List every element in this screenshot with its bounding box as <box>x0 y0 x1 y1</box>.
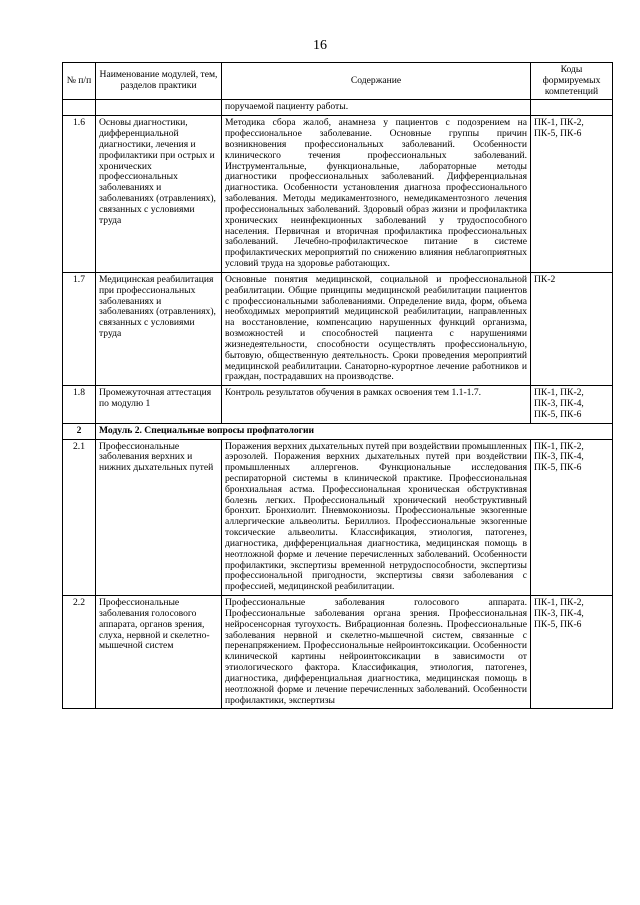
header-name: Наименование модулей, тем, разделов практики <box>96 63 222 100</box>
table-row <box>63 100 613 116</box>
row-name: Промежуточная аттестация по модулю 1 <box>96 386 222 423</box>
table-row <box>63 386 613 423</box>
row-num: 2.1 <box>63 439 96 596</box>
row-num: 1.6 <box>63 116 96 273</box>
row-content: Профессиональные заболевания голосового аппарата. Профессиональные заболевания органа зрения. Профессиональная нейросенсорная тугоухость. Вибрационная болезнь. Профессиональные заболевания нервной и скелетно-мышечной систем, связанные с перенапряжением. Профессиональные нейроинтоксикации. Особенности клинической картины нейроинтоксикации в зависимости от этиологического фактора. Классификация, этиология, патогенез, диагностика, дифференциальная диагностика, медицинская помощь в неотложной форме и лечение перечисленных заболеваний. Особенности профилактики, экспертизы <box>222 596 531 709</box>
table-row <box>63 272 613 385</box>
table-row <box>63 116 613 273</box>
module-title: Модуль 2. Специальные вопросы профпатологии <box>96 423 613 439</box>
row-content: Поражения верхних дыхательных путей при воздействии промышленных аэрозолей. Поражения верхних дыхательных путей при воздействии промышленных аллергенов. Функциональные исследования респираторной системы в клинической практике. Профессиональная бронхиальная астма. Профессиональная хроническая обструктивная болезнь легких. Профессиональный хронический необструктивный бронхит. Бронхиолит. Пневмокониозы. Профессиональные экзогенные аллергические альвеолиты. Бериллиоз. Профессиональные экзогенные токсические альвеолиты. Классификация, этиология, патогенез, диагностика, дифференциальная диагностика, медицинская помощь в неотложной форме и лечение перечисленных заболеваний. Особенности профилактики, экспертизы временной нетрудоспособности, экспертизы профессиональной пригодности, экспертизы связи заболевания с профессией, медицинской реабилитации. <box>222 439 531 596</box>
module-num: 2 <box>63 423 96 439</box>
continuation-text: поручаемой пациенту работы. <box>222 100 531 116</box>
row-codes: ПК-1, ПК-2, ПК-3, ПК-4, ПК-5, ПК-6 <box>531 439 613 596</box>
module-header-row <box>63 423 613 439</box>
row-num: 2.2 <box>63 596 96 709</box>
table-header-row <box>63 63 613 100</box>
header-num: № п/п <box>63 63 96 100</box>
program-table <box>62 62 613 709</box>
row-name: Основы диагностики, дифференциальной диагностики, лечения и профилактики при острых и хронических профессиональных заболеваниях и заболеваниях (отравлениях), связанных с условиями труда <box>96 116 222 273</box>
table-row <box>63 439 613 596</box>
row-content: Методика сбора жалоб, анамнеза у пациентов с подозрением на профессиональное заболевание. Основные группы причин возникновения профессиональных заболеваний. Особенности клинического течения профессиональных заболеваний. Инструментальные, функциональные, лабораторные методы диагностики профессиональных заболеваний. Дифференциальная диагностика. Особенности установления диагноза профессионального заболевания. Методы медикаментозного, немедикаментозного лечения профессиональных заболеваний. Здоровый образ жизни и профилактика хронических неинфекционных заболеваний у трудоспособного населения. Первичная и вторичная профилактика профессиональных заболеваний. Лечебно-профилактическое питание в системе профилактических мероприятий по снижению влияния неблагоприятных условий труда на здоровье работающих. <box>222 116 531 273</box>
row-name: Медицинская реабилитация при профессиональных заболеваниях и заболеваниях (отравлениях), связанных с условиями труда <box>96 272 222 385</box>
header-content: Содержание <box>222 63 531 100</box>
row-codes: ПК-1, ПК-2, ПК-3, ПК-4, ПК-5, ПК-6 <box>531 386 613 423</box>
page-number: 16 <box>313 38 327 53</box>
row-codes: ПК-2 <box>531 272 613 385</box>
header-codes: Коды формируемых компетенций <box>531 63 613 100</box>
row-name: Профессиональные заболевания верхних и нижних дыхательных путей <box>96 439 222 596</box>
table-row <box>63 596 613 709</box>
row-codes: ПК-1, ПК-2, ПК-5, ПК-6 <box>531 116 613 273</box>
row-codes: ПК-1, ПК-2, ПК-3, ПК-4, ПК-5, ПК-6 <box>531 596 613 709</box>
row-content: Контроль результатов обучения в рамках освоения тем 1.1-1.7. <box>222 386 531 423</box>
row-name: Профессиональные заболевания голосового аппарата, органов зрения, слуха, нервной и скелетно-мышечной систем <box>96 596 222 709</box>
row-num: 1.8 <box>63 386 96 423</box>
row-content: Основные понятия медицинской, социальной и профессиональной реабилитации. Общие принципы медицинской реабилитации пациентов с профессиональными заболеваниями. Определение вида, форм, объема необходимых мероприятий медицинской реабилитации, направленных на восстановление, компенсацию нарушенных функций организма, возможностей и способностей пациента с нарушениями жизнедеятельности, способности осуществлять профессиональную, бытовую, общественную деятельность. Сроки проведения мероприятий медицинской реабилитации. Санаторно-курортное лечение работников и граждан, пострадавших на производстве. <box>222 272 531 385</box>
row-num: 1.7 <box>63 272 96 385</box>
